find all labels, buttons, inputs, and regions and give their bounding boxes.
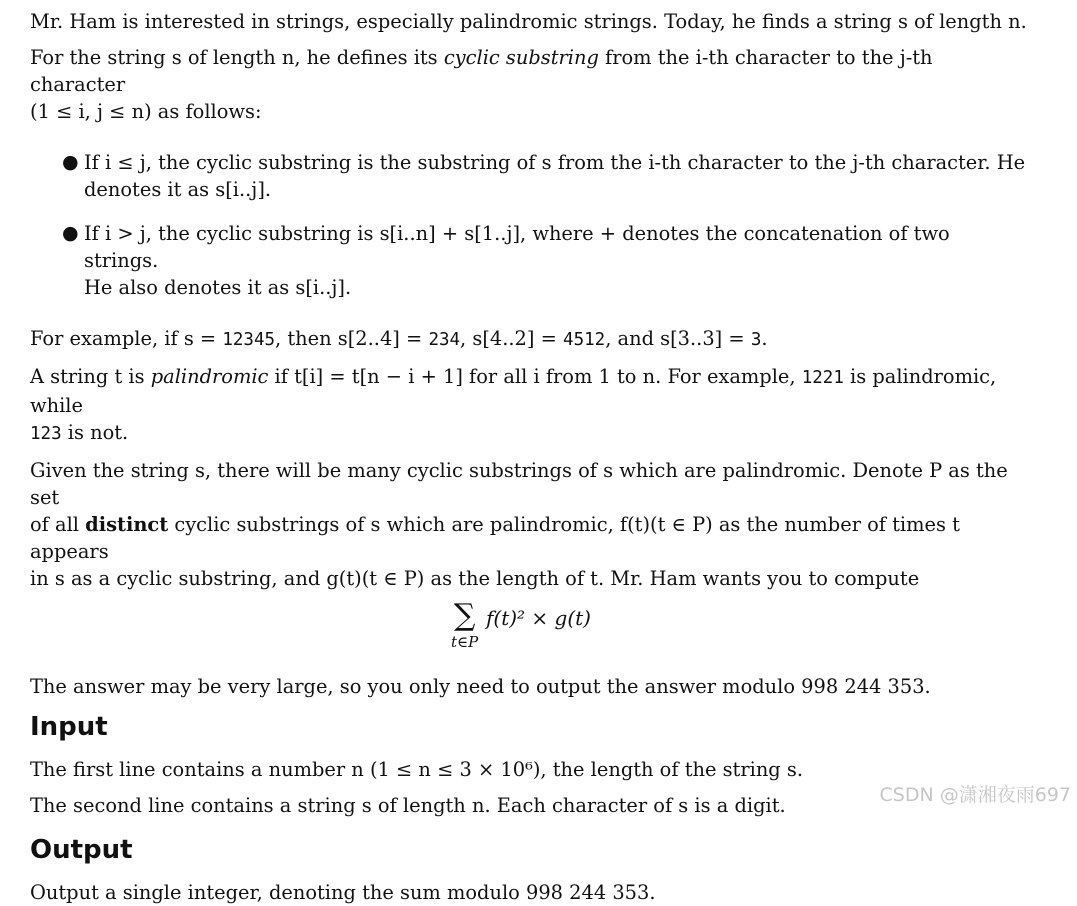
example-value: 12345 — [222, 330, 276, 350]
bullet-icon: ● — [62, 151, 79, 173]
input-line: The first line contains a number n (1 ≤ n ≤ 3 × 10⁶), the length of the string s. — [30, 758, 804, 781]
bullet-text: denotes it as s[i..j]. — [84, 178, 272, 201]
bullet-text: He also denotes it as s[i..j]. — [84, 276, 352, 299]
given-text: Given the string s, there will be many cyclic substrings of s which are palindromic. Denote P as the set — [30, 459, 1008, 509]
bullet-icon: ● — [62, 222, 79, 244]
example-value: 234 — [428, 330, 461, 350]
example-text: , s[4..2] = — [460, 327, 564, 350]
output-line: Output a single integer, denoting the sum modulo 998 244 353. — [30, 881, 656, 904]
example-text: . — [761, 327, 768, 350]
definition-text: (1 ≤ i, j ≤ n) as follows: — [30, 100, 262, 123]
definition-text: For the string s of length n, he defines its — [30, 46, 444, 69]
formula-subscript: t∈P — [451, 633, 479, 651]
case-list — [30, 149, 1030, 301]
output-heading: Output — [30, 835, 133, 865]
given-text: in s as a cyclic substring, and g(t)(t ∈ P) as the length of t. Mr. Ham wants you to compute — [30, 567, 920, 590]
list-item — [30, 149, 1030, 203]
input-line: The second line contains a string s of length n. Each character of s is a digit. — [30, 794, 786, 817]
problem-statement — [30, 8, 1030, 906]
palindrome-text: if t[i] = t[n − i + 1] for all i from 1 to n. For example, — [268, 365, 802, 388]
sum-formula — [30, 598, 1030, 657]
intro-paragraph: Mr. Ham is interested in strings, especially palindromic strings. Today, he finds a string s of length n. — [30, 10, 1027, 33]
palindrome-term: palindromic — [150, 365, 269, 388]
bullet-text: If i > j, the cyclic substring is s[i..n] + s[1..j], where + denotes the concatenation of two strings. — [84, 222, 950, 272]
palindrome-text: is palindromic, while — [30, 365, 997, 417]
palindrome-example: 123 — [30, 424, 62, 444]
example-text: , then s[2..4] = — [275, 327, 429, 350]
example-text: , and s[3..3] = — [605, 327, 751, 350]
palindrome-example: 1221 — [801, 368, 844, 388]
example-value: 3 — [750, 330, 762, 350]
given-bold: distinct — [85, 513, 169, 536]
watermark: CSDN @潇湘夜雨697 — [879, 784, 1071, 806]
given-text: of all — [30, 513, 86, 536]
example-text: For example, if s = — [30, 327, 223, 350]
definition-paragraph — [30, 44, 1030, 125]
input-heading: Input — [30, 712, 108, 742]
given-text: cyclic substrings of s which are palindromic, f(t)(t ∈ P) as the number of times t appears — [30, 513, 960, 563]
definition-text: from the i-th character to the j-th character — [30, 46, 933, 96]
formula-body: f(t)² × g(t) — [486, 606, 591, 630]
answer-paragraph: The answer may be very large, so you only need to output the answer modulo 998 244 353. — [30, 675, 931, 698]
example-paragraph — [30, 325, 1030, 354]
palindrome-paragraph — [30, 363, 1030, 448]
example-value: 4512 — [563, 330, 606, 350]
given-paragraph — [30, 457, 1030, 592]
definition-term: cyclic substring — [443, 46, 599, 69]
list-item — [30, 220, 1030, 301]
palindrome-text: is not. — [61, 421, 129, 444]
sigma-symbol: ∑ — [454, 598, 476, 633]
palindrome-text: A string t is — [30, 365, 151, 388]
bullet-text: If i ≤ j, the cyclic substring is the substring of s from the i-th character to the j-th character. He — [84, 151, 1026, 174]
